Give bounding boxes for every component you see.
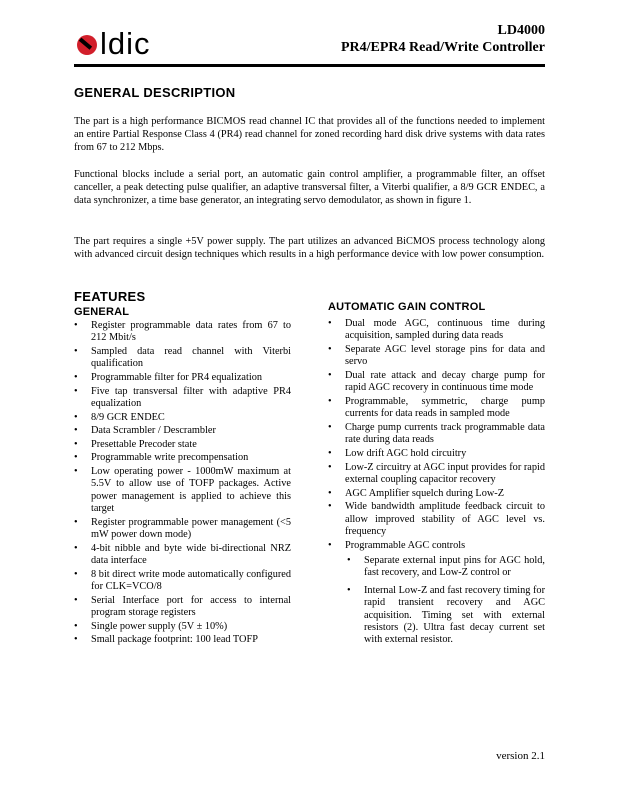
agc-subheading: AUTOMATIC GAIN CONTROL	[328, 301, 486, 313]
list-item: • Programmable, symmetric, charge pump currents for data reads in sampled mode	[328, 396, 545, 420]
list-item: • Programmable AGC controls • Separate external input pins for AGC hold, fast recovery, and Low-Z control or • Internal Low-Z and fast recovery timing for rapid transient recovery and AGC acquisition. Timing set with external resistors (2). Ultra fast decay current set with external resistor.	[328, 539, 545, 646]
logo-circle-icon	[76, 34, 98, 56]
list-item: • Sampled data read channel with Viterbi qualification	[74, 346, 291, 370]
features-heading: FEATURES	[74, 289, 146, 304]
list-item: • Wide bandwidth amplitude feedback circuit to allow improved stability of AGC level vs. frequency	[328, 501, 545, 537]
part-code: LD4000	[497, 23, 545, 38]
list-item: • Programmable filter for PR4 equalization	[74, 372, 262, 383]
company-logo	[76, 26, 186, 61]
list-item: • Five tap transversal filter with adaptive PR4 equalization	[74, 385, 291, 409]
list-item: • Low-Z circuitry at AGC input provides for rapid external coupling capacitor recovery	[328, 461, 545, 485]
list-item: • Separate AGC level storage pins for data and servo	[328, 344, 545, 368]
list-item: • 8/9 GCR ENDEC	[74, 411, 165, 423]
list-item: • Charge pump currents track programmable data rate during data reads	[328, 422, 545, 446]
list-item: • AGC Amplifier squelch during Low-Z	[328, 487, 505, 499]
agc-control-sublist	[345, 555, 545, 647]
list-item: • Programmable write precompensation	[74, 452, 249, 464]
description-paragraph-3: The part requires a single +5V power supply. The part utilizes an advanced BiCMOS process technology along with advanced circuit design techniques which results in a high performance device with low power consumption.	[74, 236, 545, 260]
sub-list-item: • Separate external input pins for AGC hold, fast recovery, and Low-Z control or	[347, 555, 545, 579]
general-description-heading: GENERAL DESCRIPTION	[74, 85, 236, 100]
list-item: • 8 bit direct write mode automatically configured for CLK=VCO/8	[74, 568, 291, 593]
list-item: • Register programmable data rates from 67 to 212 Mbit/s	[74, 320, 291, 344]
agc-feature-list	[328, 318, 545, 652]
document-title: PR4/EPR4 Read/Write Controller	[340, 40, 545, 55]
list-item: • Register programmable power management (<5 mW power down mode)	[74, 516, 291, 541]
sub-list-item: • Internal Low-Z and fast recovery timing for rapid transient recovery and AGC acquisition. Timing set with external resistors (2). Ultra fast decay current set with external resistor.	[347, 584, 545, 646]
list-item: • 4-bit nibble and byte wide bi-directional NRZ data interface	[74, 542, 291, 567]
description-paragraph-1: The part is a high performance BICMOS read channel IC that provides all of the functions needed to implement an entire Partial Response Class 4 (PR4) read channel for zoned recording hard disk drive systems with data rates from 67 to 212 Mbps.	[74, 116, 545, 153]
list-item: • Serial Interface port for access to internal program storage registers	[74, 594, 291, 619]
description-paragraph-2: Functional blocks include a serial port, an automatic gain control amplifier, a programmable filter, an offset canceller, a peak detecting pulse qualifier, an adaptive transversal filter, a Viterbi qualifier, a 8/9 GCR ENDEC, a data synchronizer, a time base generator, an integrating servo demodulator, as shown in figure 1.	[74, 169, 545, 206]
list-item: • Single power supply (5V ± 10%)	[74, 620, 228, 632]
list-item: • Presettable Precoder state	[74, 438, 197, 450]
header-rule	[74, 64, 545, 67]
general-subheading: GENERAL	[74, 306, 130, 318]
general-feature-list	[74, 320, 291, 648]
list-item: • Dual mode AGC, continuous time during acquisition, sampled during data reads	[328, 318, 545, 342]
list-item: • Low drift AGC hold circuitry	[328, 448, 467, 459]
version-footer: version 2.1	[496, 750, 545, 762]
logo-text: ldic	[100, 26, 151, 61]
list-item: • Data Scrambler / Descrambler	[74, 425, 216, 437]
list-item: • Low operating power - 1000mW maximum at 5.5V to allow use of TOFP packages. Active power management is applied to achieve this target	[74, 465, 291, 515]
list-item: • Small package footprint: 100 lead TOFP	[74, 634, 258, 646]
list-item: • Dual rate attack and decay charge pump for rapid AGC recovery in continuous time mode	[328, 370, 545, 394]
